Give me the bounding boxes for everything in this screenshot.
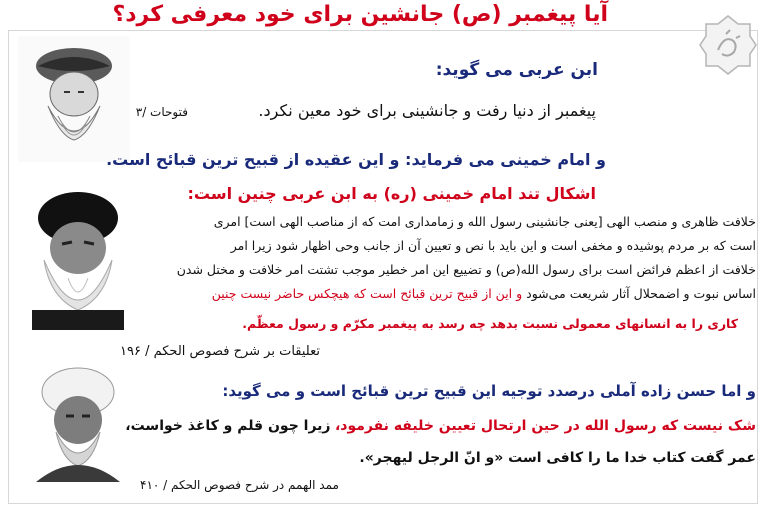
section3-line-1 <box>125 418 756 434</box>
section2-line-4-red: و این از قبیح ترین قبائح است که هیچکس حاضر نیست چنین <box>211 286 523 301</box>
section2-line-2: است که بر مردم پوشیده و مخفی است و این باید با نص و تعیین آن از جانب وحی اظهار شود زیرا امر <box>230 238 756 253</box>
section3-line-1-black: زیرا چون قلم و کاغذ خواست، <box>125 418 331 434</box>
section3-source: ممد الهمم در شرح فصوص الحکم / ۴۱۰ <box>140 478 339 492</box>
hasanzadeh-amoli-portrait <box>22 362 134 482</box>
section2-heading: و امام خمینی می فرماید: و این عقیده از قبیح ترین قبائح است. <box>106 150 606 169</box>
section2-source: تعلیقات بر شرح فصوص الحکم / ۱۹۶ <box>120 344 320 359</box>
section2-line-4-black: اساس نبوت و اضمحلال آثار شریعت می‌شود <box>526 286 756 301</box>
imam-khomeini-portrait <box>22 180 134 330</box>
calligraphy-logo-icon <box>698 14 758 76</box>
page-title: آیا پیغمبر (ص) جانشین برای خود معرفی کرد؟ <box>112 2 608 27</box>
section3-line-2: عمر گفت کتاب خدا ما را کافی است «و انّ الرجل لیهجر». <box>359 450 756 466</box>
section2-subheading: اشکال تند امام خمینی (ره) به ابن عربی چنین است: <box>187 184 596 203</box>
section1-source: فتوحات /۳ <box>135 105 188 119</box>
section3-heading: و اما حسن زاده آملی درصدد توجیه این قبیح ترین قبائح است و می گوید: <box>222 382 756 400</box>
section3-line-1-red: شک نیست که رسول الله در حین ارتحال تعیین خلیفه نفرمود، <box>334 418 756 434</box>
section2-line-4 <box>212 286 756 301</box>
section2-line-3: خلافت از اعظم فرائض است برای رسول الله(ص) و تضییع این امر خطیر موجب تشتت امر خلافت و مختل شدن <box>176 262 756 277</box>
ibn-arabi-portrait <box>18 36 130 162</box>
section2-line-5: کاری را به انسانهای معمولی نسبت بدهد چه رسد به پیغمبر مکرّم و رسول معظّم. <box>242 316 738 331</box>
section2-line-1: خلافت ظاهری و منصب الهی [یعنی جانشینی رسول الله و زمامداری امت که از مناصب الهی است] امری <box>213 214 756 229</box>
section1-heading: ابن عربی می گوید: <box>435 60 598 80</box>
section1-quote: پیغمبر از دنیا رفت و جانشینی برای خود معین نکرد. <box>258 101 596 120</box>
